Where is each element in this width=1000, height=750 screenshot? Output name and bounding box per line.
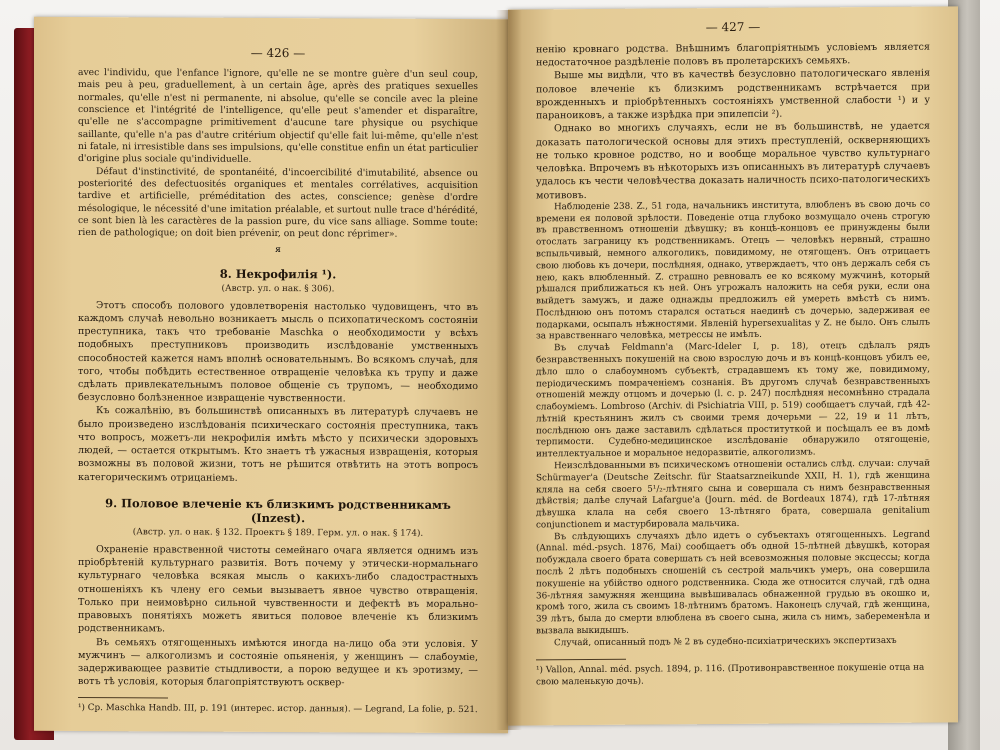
section-8-paragraph-1: Этотъ способъ полового удовлетворенія настолько чудовищенъ, что въ каждомъ случаѣ невольно возникаетъ мысль о психопатическомъ состояніи преступника, такъ что требованіе Maschka о необходимости у всѣхъ подобныхъ преступниковъ производить изслѣдованіе умственныхъ способностей кажется намъ вполнѣ основательнымъ. Во всякомъ случаѣ, для того, чтобы побѣдить естественное отвращеніе человѣка къ трупу и даже сдѣлать привлекательнымъ половое общеніе съ трупомъ, — необходимо безусловно болѣзненное извращеніе чувственности. <box>78 299 478 405</box>
right-paragraph-1: ненію кровнаго родства. Внѣшнимъ благопріятнымъ условіемъ является недостаточное раздѣленіе половъ въ пролетарскихъ семьяхъ. <box>536 41 930 69</box>
page-number-left: — 426 — <box>250 45 306 61</box>
footnote-right: ¹) Vallon, Annal. méd. psych. 1894, p. 116. (Противонравственное покушеніе отца на свою маленькую дочь). <box>536 662 925 688</box>
section-8-paragraph-2: Къ сожалѣнію, въ большинствѣ описанныхъ въ литературѣ случаевъ не было произведено изслѣдованія психическаго состоянія преступника, такъ что вопросъ, можетъ-ли некрофилія имѣть мѣсто у психически здоровыхъ людей, — остается открытымъ. Кто знаетъ тѣ ужасныя извращенія, которыя возможны въ половой жизни, тотъ не рѣшится отвѣтить на этотъ вопросъ категорическимъ отрицаніемъ. <box>78 405 478 484</box>
page-mark: я <box>275 244 281 255</box>
case-no-2: Случай, описанный подъ № 2 въ судебно-психіатрическихъ экспертизахъ <box>554 635 897 648</box>
right-paragraph-3: Однако во многихъ случаяхъ, если не въ большинствѣ, не удается доказать патологической основы для этихъ преступленій, оскверняющихъ не только кровное родство, но и вообще моральное чувство культурнаго человѣка. Впрочемъ въ нѣкоторыхъ изъ описанныхъ въ литературѣ случаевъ удалось къ чести человѣчества доказать наличность психо-патологическихъ мотивовъ. <box>536 121 930 201</box>
feldmann-case: Въ случаѣ Feldmann'а (Marc-Ideler I, p. 18), отецъ сдѣлалъ рядъ безнравственныхъ покушеній на свою взрослую дочь и въ концѣ-концовъ убилъ ее, дѣло шло о слабоумномъ субъектѣ, страдавшемъ къ тому же, повидимому, періодическимъ помраченіемъ сознанія. Въ другомъ случаѣ безнравственныхъ отношеній между отцомъ и дочерью (l. c. p. 247) послѣдняя несомнѣнно страдала слабоуміемъ. Lombroso (Archiv. di Psichiatria VIII, p. 519) сообщаетъ случай, гдѣ 42-лѣтній крестьянинъ жилъ съ своими тремя дочерьми — 22, 19 и 11 лѣтъ, послѣднюю онъ даже заставилъ сдѣлаться проституткой и посѣщалъ ее въ домѣ терпимости. Судебно-медицинское изслѣдованіе обнаружило отягощеніе, интеллектуальное и моральное недоразвитіе, алкоголизмъ. <box>536 340 930 460</box>
burdened-cases: Въ слѣдующихъ случаяхъ дѣло идетъ о субъектахъ отягощенныхъ. Legrand (Annal. méd.-psych. 1876, Mai) сообщаетъ объ одной 15-лѣтней дѣвушкѣ, которая побуждала своего брата совершать съ ней всевозможныя половые эксцессы; когда послѣ 2 лѣтъ подобныхъ сношеній съ сестрой мальчикъ умеръ, она совершила покушеніе на убійство одного родственника. Сюда же относится случай, гдѣ одна 36-лѣтняя замужняя женщина вывѣшивалась обнаженной грудью въ окошко и, кромѣ того, жила съ своимъ 18-лѣтнимъ братомъ. Наконецъ случай, гдѣ женщина, 39 лѣтъ, была до смерти влюблена въ своего сына, жила съ нимъ, забеременѣла и вызвала выкидышъ. <box>536 529 930 637</box>
section-9-paragraph-1: Охраненіе нравственной чистоты семейнаго очага является однимъ изъ пріобрѣтеній культурнаго развитія. Вотъ почему у этически-нормальнаго культурнаго человѣка всякая мысль о какихъ-либо сладострастныхъ отношеніяхъ къ члену его семьи вызываетъ явное чувство отвращенія. Только при неимовѣрно сильной чувственности и дефектѣ въ морально-правовыхъ понятіяхъ можетъ явиться половое влеченіе къ близкимъ родственникамъ. <box>78 543 478 635</box>
footnote-rule-right <box>536 658 626 660</box>
french-quote-paragraph-1: avec l'individu, que l'enfance l'ignore, qu'elle ne se montre guère d'un seul coup, mais peu à peu, graduellement, à un certain âge, après des pratiques sexuelles normales, qu'elle n'est ni permanente, ni absolue, qu'elle se concile avec la pleine conscience et l'intégrité de l'intelligence, qu'elle peut s'amender et disparaître, qu'elle ne s'accompagne primitivement d'aucune tare physique ou psychique saillante, qu'elle n'a pas d'autre critérium objectif qu'elle fait lui-même, qu'elle n'est ni fatale, ni irresistible dans ses impulsions, qu'elle constitue enfin un état particulier d'origine plus sociale qu'individuelle. <box>78 66 478 166</box>
section-9-paragraph-2: Въ семьяхъ отягощенныхъ имѣются иногда на-лицо оба эти условія. У мужчинъ — алкоголизмъ и состояніе опьяненія, у женщинъ — слабоуміе, задерживающее развитіе стыдливости, а порою ведущее и къ эротизму, — вотъ тѣ условія, которыя благопріятствуютъ осквер- <box>78 636 478 689</box>
observation-238: Наблюденіе 238. Z., 51 года, начальникъ института, влюбленъ въ свою дочь со времени ея половой зрѣлости. Поведеніе отца глубоко возмущало очень строгую въ правственномъ отношеніи дѣвушку; въ концѣ-концовъ ее принуждены были отослать заграницу къ родственникамъ. Отецъ — человѣкъ нервный, страшно вспыльчивый, немного алкоголикъ, повидимому, не отягощенъ. Онъ отрицаетъ свою любовь къ дочери, послѣдняя, однако, утверждаетъ, что онъ держалъ себя съ нею, какъ влюбленный. Z. страшно ревновалъ ее ко всякому мужчинѣ, который рѣшался приближаться къ ней. Онъ угрожалъ наложить на себя руки, если она выйдетъ замужъ, и даже однажды предложилъ ей умереть вмѣстѣ съ нимъ. Послѣднюю онъ потомъ старался остаться наединѣ съ дочерью, задерживая ее подарками, осыпалъ нѣжностями. Явленій hypersexualitas у Z. не было. Онъ слылъ за нравственнаго человѣка, метрессы не имѣлъ. <box>536 199 930 342</box>
section-8-heading: 8. Некрофилія ¹). <box>219 266 337 281</box>
right-page <box>508 6 958 725</box>
section-9-reference: (Австр. ул. о нак. § 132. Проектъ § 189. Герм. ул. о нак. § 174). <box>132 527 424 539</box>
page-number-right: — 427 — <box>705 19 761 35</box>
footnote-left: ¹) Ср. Maschka Handb. III, p. 191 (интерес. истор. данныя). — Legrand, La folie, p. 521. <box>78 703 478 716</box>
right-paragraph-2: Выше мы видѣли, что въ качествѣ безусловно патологическаго явленія половое влеченіе къ близкимъ родственникамъ встрѣчается при врожденныхъ и пріобрѣтенныхъ состояніяхъ умственной слабости ¹) и у параноиковъ, а также изрѣдка при эпилепсіи ²). <box>536 68 930 122</box>
french-quote-paragraph-2: Défaut d'instinctivité, de spontanéité, d'incoercibilité d'imutabilité, absence ou posteriorité des defectuosités organiques et mentales corrélatives, acquisition tardive et artificielle, préméditation des actes, conscience; genèse d'ordre mésologique, le nécessité d'une imitation préalable, et surtout nulle trace d'hérédité, ce sont bien là les caractères de la passion pure, du vice sans alliage. Somme toute: rien de pathologique; on doit bien prévenir, on peut donc réprimer». <box>78 165 478 240</box>
section-9-heading: 9. Половое влеченіе къ близкимъ родственникамъ (Inzest). <box>105 496 451 526</box>
footnote-rule <box>78 697 168 698</box>
left-page <box>34 17 508 733</box>
unexamined-cases: Неизслѣдованными въ психическомъ отношеніи остались слѣд. случаи: случай Schürmayer'а (Deutsche Zeitschr. für Staatsarzneikunde XXII, H. 1), гдѣ женщина кляла на себя своего 5¹/₂-лѣтняго сына и совершала съ нимъ безнравственныя дѣйствія; далѣе случай Lafargue'а (Journ. méd. de Bordeaux 1874), гдѣ 17-лѣтняя дѣвушка клала на себя своего 13-лѣтняго брата, совершала genitalium conjunctionem и мастурбировала мальчика. <box>536 458 930 531</box>
section-8-reference: (Австр. ул. о нак. § 306). <box>221 283 335 294</box>
